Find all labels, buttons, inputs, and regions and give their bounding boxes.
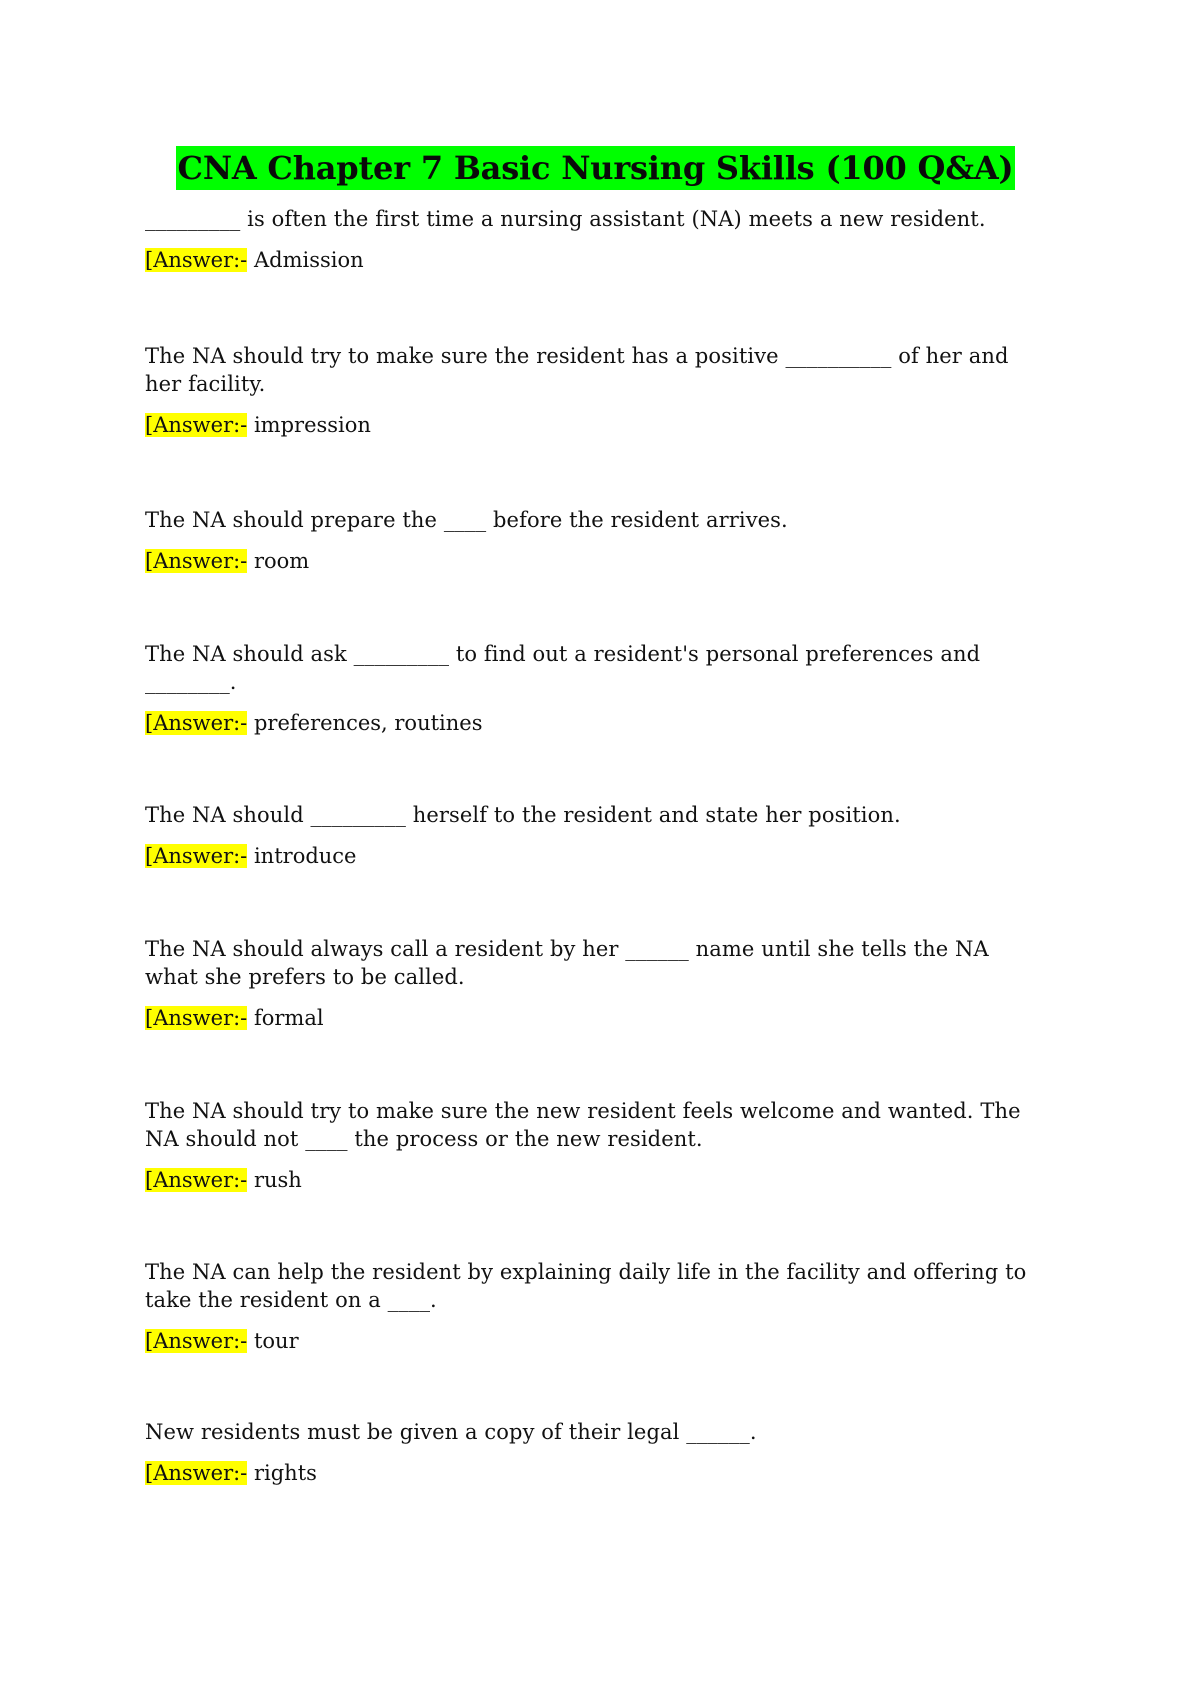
answer-text: tour xyxy=(253,1329,299,1353)
answer-line xyxy=(145,1327,1045,1355)
qa-item xyxy=(145,1097,1045,1194)
answer-label: [Answer:- xyxy=(145,1006,248,1030)
qa-item xyxy=(145,801,1045,870)
answer-label: [Answer:- xyxy=(145,248,248,272)
qa-item xyxy=(145,506,1045,575)
answer-label: [Answer:- xyxy=(145,413,248,437)
question-text: The NA should always call a resident by her ______ name until she tells the NA what she prefers to be called. xyxy=(145,937,989,989)
answer-text: Admission xyxy=(253,248,364,272)
question-text: The NA should ask _________ to find out a resident's personal preferences and ________. xyxy=(145,642,981,694)
title-container xyxy=(0,146,1191,190)
qa-item xyxy=(145,1258,1045,1355)
question-text: The NA should try to make sure the resident has a positive __________ of her and her facility. xyxy=(145,344,1009,396)
answer-text: formal xyxy=(253,1006,324,1030)
answer-label: [Answer:- xyxy=(145,1168,248,1192)
answer-text: impression xyxy=(253,413,371,437)
answer-label: [Answer:- xyxy=(145,1329,248,1353)
answer-text: room xyxy=(253,549,310,573)
answer-text: rush xyxy=(253,1168,302,1192)
answer-line xyxy=(145,547,1045,575)
qa-item xyxy=(145,1418,1045,1487)
answer-label: [Answer:- xyxy=(145,844,248,868)
answer-line xyxy=(145,246,1045,274)
qa-item xyxy=(145,205,1045,274)
question-text: The NA should try to make sure the new resident feels welcome and wanted. The NA should not ____ the process or the new resident. xyxy=(145,1099,1021,1151)
answer-line xyxy=(145,411,1045,439)
answer-line xyxy=(145,709,1045,737)
answer-line xyxy=(145,1166,1045,1194)
qa-item xyxy=(145,935,1045,1032)
answer-line xyxy=(145,1004,1045,1032)
answer-text: rights xyxy=(253,1461,317,1485)
answer-text: introduce xyxy=(253,844,357,868)
question-text: New residents must be given a copy of their legal ______. xyxy=(145,1420,757,1444)
question-text: The NA can help the resident by explaining daily life in the facility and offering to take the resident on a ____. xyxy=(145,1260,1027,1312)
qa-item xyxy=(145,342,1045,439)
answer-label: [Answer:- xyxy=(145,711,248,735)
answer-line xyxy=(145,842,1045,870)
answer-label: [Answer:- xyxy=(145,549,248,573)
question-text: The NA should prepare the ____ before the resident arrives. xyxy=(145,508,788,532)
document-title: CNA Chapter 7 Basic Nursing Skills (100 Q&A) xyxy=(176,146,1016,190)
question-text: _________ is often the first time a nursing assistant (NA) meets a new resident. xyxy=(145,207,986,231)
answer-text: preferences, routines xyxy=(253,711,483,735)
answer-line xyxy=(145,1459,1045,1487)
answer-label: [Answer:- xyxy=(145,1461,248,1485)
qa-item xyxy=(145,640,1045,737)
question-text: The NA should _________ herself to the resident and state her position. xyxy=(145,803,901,827)
